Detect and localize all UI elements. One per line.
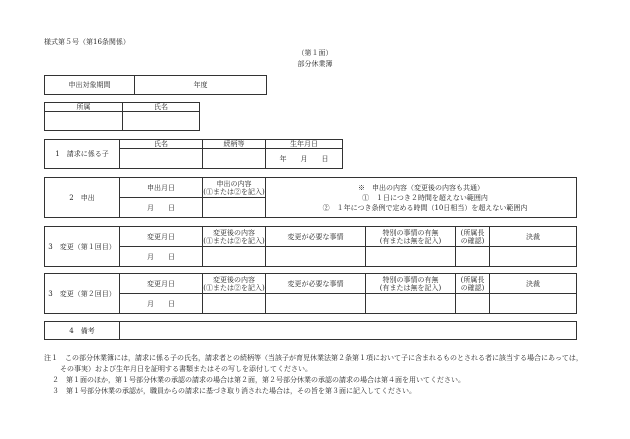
child-birth-field[interactable]: 年 月 日	[266, 149, 343, 169]
child-relation-header: 続柄等	[203, 140, 266, 149]
change1-special-field[interactable]	[366, 247, 456, 267]
change2-special-header: 特別の事情の有無 (有または無を記入)	[366, 274, 456, 294]
remarks-table	[44, 321, 577, 340]
change2-decision-header: 決裁	[490, 274, 577, 294]
period-label: 申出対象期間	[45, 76, 135, 95]
change1-section-label: 3 変更（第１回目）	[45, 227, 120, 267]
change2-decision-field[interactable]	[490, 294, 577, 314]
remarks-field[interactable]	[120, 322, 577, 340]
child-birth-header: 生年月日	[266, 140, 343, 149]
change1-head-confirm-field[interactable]	[456, 247, 490, 267]
application-date-header: 申出月日	[120, 178, 203, 198]
application-table	[44, 177, 577, 218]
staff-table	[44, 102, 200, 131]
change2-head-confirm-field[interactable]	[456, 294, 490, 314]
change2-special-field[interactable]	[366, 294, 456, 314]
change2-head-confirm-header: (所属長 の確認)	[456, 274, 490, 294]
page-title: 部分休業簿	[297, 60, 333, 68]
application-content-field[interactable]	[203, 198, 266, 218]
change2-date-header: 変更月日	[120, 274, 203, 294]
child-table	[44, 139, 343, 169]
note-2: ２ 第１面のほか，第１号部分休業の承認の請求の場合は第２面，第２号部分休業の承認の請求の場合は第４面を用いてください。	[52, 376, 465, 384]
child-name-field[interactable]	[120, 149, 203, 169]
change1-table	[44, 226, 577, 267]
remarks-section-label: 4 備考	[45, 322, 120, 340]
application-note-1: ① １日につき２時間を超えない範囲内	[362, 193, 488, 202]
note-1b: その事実）および生年月日を証明する書類またはその写しを添付してください。	[60, 365, 312, 373]
change2-after-header: 変更後の内容 (①または②を記入)	[203, 275, 265, 292]
change2-section-label: 3 変更（第２回目）	[45, 274, 120, 314]
change1-special-header: 特別の事情の有無 (有または無を記入)	[366, 227, 456, 247]
child-relation-field[interactable]	[203, 149, 266, 169]
application-note-title: ※ 申出の内容（変更後の内容も共通）	[358, 183, 484, 192]
note-1a: 注１ この部分休業簿には，請求に係る子の氏名，請求者との続柄等（当該子が育児休業法第２条第１項において子に含まれるものとされる者に該当する場合にあっては，	[44, 354, 583, 362]
change1-date-field[interactable]: 月 日	[120, 247, 203, 267]
affiliation-header: 所属	[45, 103, 123, 112]
period-year-field[interactable]: 年度	[135, 76, 267, 95]
child-name-header: 氏名	[120, 140, 203, 149]
change2-reason-header: 変更が必要な事情	[266, 274, 366, 294]
application-note	[266, 178, 577, 218]
change1-after-field[interactable]	[203, 247, 266, 267]
application-section-label: 2 申出	[45, 178, 120, 218]
change1-decision-field[interactable]	[490, 247, 577, 267]
name-header: 氏名	[123, 103, 200, 112]
change2-table	[44, 273, 577, 314]
name-field[interactable]	[123, 112, 200, 131]
application-content-header: 申出の内容 (①または②を記入)	[203, 179, 265, 196]
change2-after-field[interactable]	[203, 294, 266, 314]
application-note-2: ② １年につき条例で定める時間（10日相当）を超えない範囲内	[322, 203, 528, 212]
change1-reason-header: 変更が必要な事情	[266, 227, 366, 247]
change1-after-header: 変更後の内容 (①または②を記入)	[203, 228, 265, 245]
period-table	[44, 75, 267, 95]
affiliation-field[interactable]	[45, 112, 123, 131]
change2-reason-field[interactable]	[266, 294, 366, 314]
page-label: （第１面）	[297, 49, 333, 57]
application-date-field[interactable]: 月 日	[120, 198, 203, 218]
note-3: ３ 第１号部分休業の承認が，職員からの請求に基づき取り消された場合は，その旨を第３面に記入してください。	[52, 387, 416, 395]
change1-decision-header: 決裁	[490, 227, 577, 247]
change1-head-confirm-header: (所属長 の確認)	[456, 227, 490, 247]
form-number: 様式第５号（第16条関係）	[44, 38, 130, 46]
change2-date-field[interactable]: 月 日	[120, 294, 203, 314]
child-section-label: 1 請求に係る子	[45, 140, 120, 169]
change1-date-header: 変更月日	[120, 227, 203, 247]
change1-reason-field[interactable]	[266, 247, 366, 267]
